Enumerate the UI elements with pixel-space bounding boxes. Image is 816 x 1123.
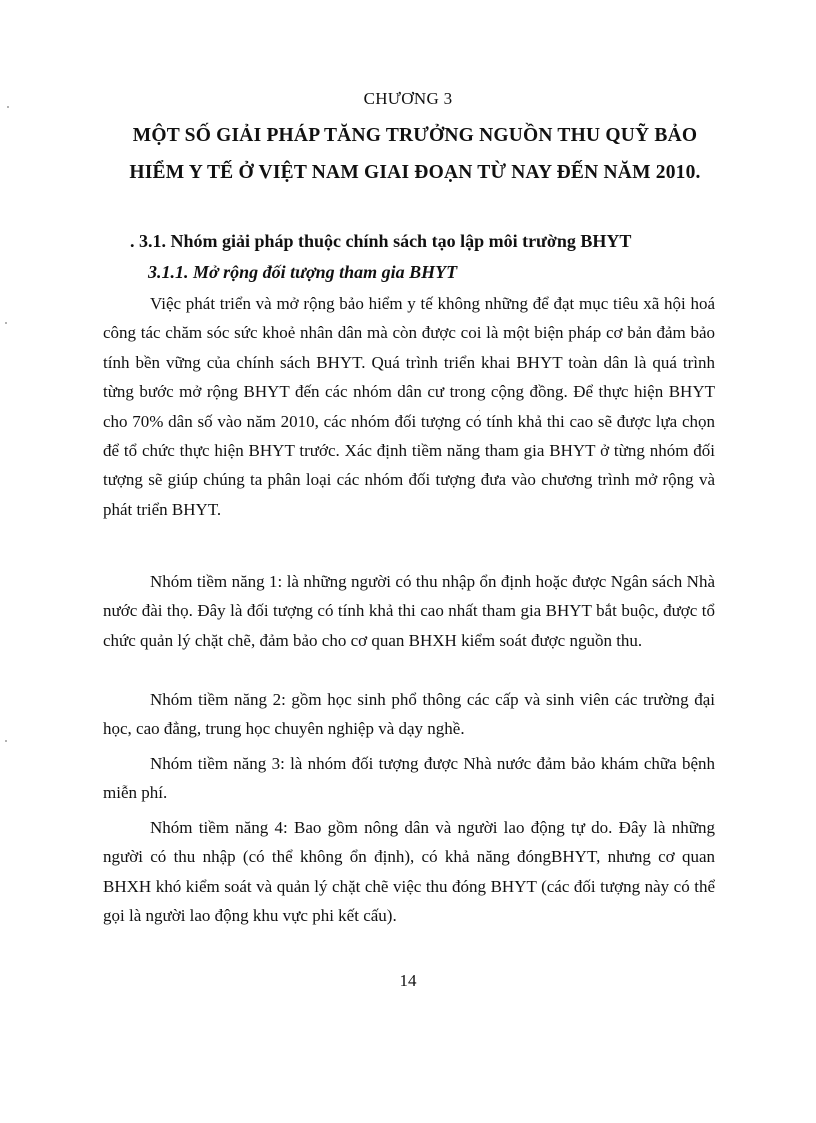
body-paragraph: Nhóm tiềm năng 2: gồm học sinh phổ thông các cấp và sinh viên các trường đại học, cao đẳng, trung học chuyên nghiệp và dạy nghề. <box>103 690 715 739</box>
body-paragraph: Nhóm tiềm năng 1: là những người có thu nhập ổn định hoặc được Ngân sách Nhà nước đài thọ. Đây là đối tượng có tính khả thi cao nhất tham gia BHYT bắt buộc, được tổ chức quản lý chặt chẽ, đảm bảo cho cơ quan BHXH kiểm soát được nguồn thu. <box>103 572 715 650</box>
scan-speck <box>5 322 7 324</box>
chapter-title-line-2: HIỂM Y TẾ Ở VIỆT NAM GIAI ĐOẠN TỪ NAY ĐẾN NĂM 2010. <box>129 162 701 183</box>
scan-speck <box>5 740 7 742</box>
body-paragraph: Nhóm tiềm năng 3: là nhóm đối tượng được Nhà nước đảm bảo khám chữa bệnh miễn phí. <box>103 754 715 803</box>
body-paragraph: Việc phát triển và mở rộng bảo hiểm y tế không những để đạt mục tiêu xã hội hoá công tác chăm sóc sức khoẻ nhân dân mà còn được coi là một biện pháp cơ bản đảm bảo tính bền vững của chính sách BHYT. Quá trình triển khai BHYT toàn dân là quá trình từng bước mở rộng BHYT đến các nhóm dân cư trong cộng đồng. Để thực hiện BHYT cho 70% dân số vào năm 2010, các nhóm đối tượng có tính khả thi cao sẽ được lựa chọn để tổ chức thực hiện BHYT trước. Xác định tiềm năng tham gia BHYT ở từng nhóm đối tượng sẽ giúp chúng ta phân loại các nhóm đối tượng đưa vào chương trình mở rộng và phát triển BHYT. <box>103 294 715 519</box>
body-paragraph: Nhóm tiềm năng 4: Bao gồm nông dân và người lao động tự do. Đây là những người có thu nhập (có thể không ổn định), có khả năng đóngBHYT, nhưng cơ quan BHXH khó kiểm soát và quản lý chặt chẽ việc thu đóng BHYT (các đối tượng này có thể gọi là người lao động khu vực phi kết cấu). <box>103 818 715 926</box>
chapter-label: CHƯƠNG 3 <box>363 89 453 108</box>
chapter-title-line-1: MỘT SỐ GIẢI PHÁP TĂNG TRƯỞNG NGUỒN THU QUỸ BẢO <box>132 125 698 146</box>
subsection-heading: 3.1.1. Mở rộng đối tượng tham gia BHYT <box>148 262 458 282</box>
page-number: 14 <box>399 971 417 990</box>
section-heading: . 3.1. Nhóm giải pháp thuộc chính sách tạo lập môi trường BHYT <box>130 231 632 251</box>
